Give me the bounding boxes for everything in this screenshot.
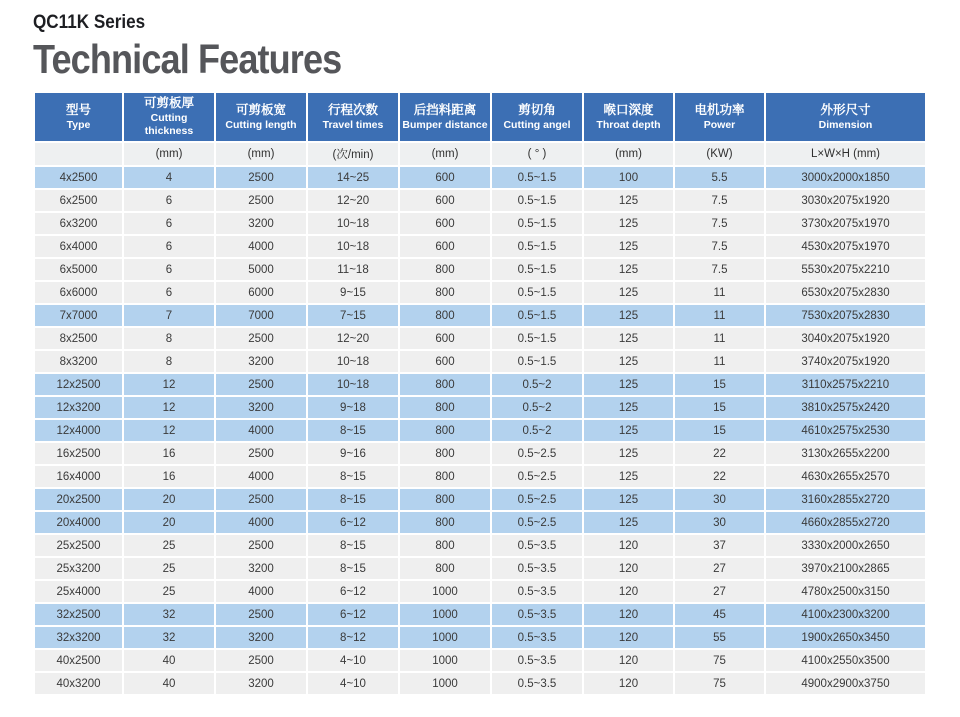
cell-cutting-thickness: 32: [124, 627, 214, 648]
cell-type: 16x2500: [35, 443, 122, 464]
table-row: [35, 558, 925, 579]
cell-dimension: 3740x2075x1920: [766, 351, 925, 372]
cell-type: 20x2500: [35, 489, 122, 510]
cell-cutting-angel: 0.5~1.5: [492, 328, 582, 349]
cell-cutting-angel: 0.5~3.5: [492, 627, 582, 648]
cell-travel-times: 8~12: [308, 627, 398, 648]
column-header-throat-depth: [584, 93, 673, 141]
cell-type: 6x6000: [35, 282, 122, 303]
cell-dimension: 4100x2550x3500: [766, 650, 925, 671]
table-row: [35, 466, 925, 487]
table-row: [35, 351, 925, 372]
cell-cutting-length: 3200: [216, 351, 306, 372]
cell-dimension: 1900x2650x3450: [766, 627, 925, 648]
cell-type: 12x2500: [35, 374, 122, 395]
units-row: [35, 143, 925, 165]
cell-power: 22: [675, 466, 764, 487]
cell-cutting-angel: 0.5~2: [492, 374, 582, 395]
cell-cutting-length: 2500: [216, 374, 306, 395]
cell-type: 8x2500: [35, 328, 122, 349]
cell-dimension: 3040x2075x1920: [766, 328, 925, 349]
column-label-zh: 行程次数: [327, 102, 378, 117]
table-row: [35, 420, 925, 441]
cell-cutting-thickness: 12: [124, 374, 214, 395]
cell-cutting-length: 2500: [216, 489, 306, 510]
unit-cell-travel-times: (次/min): [308, 143, 398, 165]
cell-cutting-thickness: 25: [124, 581, 214, 602]
cell-cutting-angel: 0.5~3.5: [492, 604, 582, 625]
cell-travel-times: 11~18: [308, 259, 398, 280]
cell-bumper-distance: 600: [400, 351, 490, 372]
cell-travel-times: 6~12: [308, 581, 398, 602]
cell-type: 32x3200: [35, 627, 122, 648]
cell-dimension: 3160x2855x2720: [766, 489, 925, 510]
column-label-zh: 剪切角: [518, 102, 556, 117]
table-head: [35, 93, 925, 165]
cell-dimension: 3030x2075x1920: [766, 190, 925, 211]
cell-power: 11: [675, 282, 764, 303]
cell-cutting-thickness: 20: [124, 512, 214, 533]
cell-dimension: 4660x2855x2720: [766, 512, 925, 533]
cell-cutting-angel: 0.5~1.5: [492, 282, 582, 303]
column-header-cutting-thickness: [124, 93, 214, 141]
cell-dimension: 5530x2075x2210: [766, 259, 925, 280]
cell-type: 4x2500: [35, 167, 122, 188]
cell-travel-times: 8~15: [308, 466, 398, 487]
cell-type: 7x7000: [35, 305, 122, 326]
cell-power: 7.5: [675, 213, 764, 234]
cell-throat-depth: 120: [584, 581, 673, 602]
cell-travel-times: 4~10: [308, 650, 398, 671]
cell-cutting-thickness: 25: [124, 535, 214, 556]
cell-bumper-distance: 800: [400, 397, 490, 418]
cell-throat-depth: 125: [584, 190, 673, 211]
cell-cutting-thickness: 6: [124, 213, 214, 234]
cell-power: 7.5: [675, 259, 764, 280]
table-row: [35, 581, 925, 602]
cell-cutting-length: 3200: [216, 627, 306, 648]
cell-type: 25x3200: [35, 558, 122, 579]
table-row: [35, 443, 925, 464]
column-header-cutting-angel: [492, 93, 582, 141]
cell-bumper-distance: 800: [400, 535, 490, 556]
cell-bumper-distance: 1000: [400, 604, 490, 625]
cell-cutting-thickness: 6: [124, 282, 214, 303]
unit-cell-cutting-angel: ( ° ): [492, 143, 582, 165]
cell-cutting-thickness: 32: [124, 604, 214, 625]
cell-dimension: 3330x2000x2650: [766, 535, 925, 556]
cell-cutting-thickness: 8: [124, 351, 214, 372]
cell-throat-depth: 125: [584, 489, 673, 510]
cell-cutting-angel: 0.5~1.5: [492, 259, 582, 280]
column-header-bumper-distance: [400, 93, 490, 141]
cell-cutting-angel: 0.5~2.5: [492, 466, 582, 487]
header-row: [35, 93, 925, 141]
table-row: [35, 167, 925, 188]
cell-travel-times: 8~15: [308, 489, 398, 510]
cell-throat-depth: 120: [584, 650, 673, 671]
table-row: [35, 397, 925, 418]
cell-throat-depth: 100: [584, 167, 673, 188]
cell-cutting-thickness: 7: [124, 305, 214, 326]
cell-bumper-distance: 800: [400, 259, 490, 280]
table-row: [35, 489, 925, 510]
cell-throat-depth: 125: [584, 259, 673, 280]
cell-cutting-length: 2500: [216, 167, 306, 188]
cell-throat-depth: 125: [584, 213, 673, 234]
cell-type: 32x2500: [35, 604, 122, 625]
cell-bumper-distance: 800: [400, 489, 490, 510]
cell-bumper-distance: 600: [400, 167, 490, 188]
cell-cutting-angel: 0.5~1.5: [492, 167, 582, 188]
cell-cutting-angel: 0.5~2.5: [492, 443, 582, 464]
column-label-zh: 喉口深度: [603, 102, 654, 117]
cell-cutting-angel: 0.5~3.5: [492, 558, 582, 579]
column-label-en: Cutting thickness: [144, 112, 194, 137]
cell-power: 27: [675, 558, 764, 579]
cell-throat-depth: 120: [584, 558, 673, 579]
cell-dimension: 3110x2575x2210: [766, 374, 925, 395]
cell-throat-depth: 125: [584, 328, 673, 349]
cell-cutting-thickness: 16: [124, 443, 214, 464]
cell-power: 15: [675, 420, 764, 441]
unit-cell-throat-depth: (mm): [584, 143, 673, 165]
column-header-cutting-length: [216, 93, 306, 141]
cell-bumper-distance: 800: [400, 512, 490, 533]
unit-cell-dimension: L×W×H (mm): [766, 143, 925, 165]
cell-type: 6x5000: [35, 259, 122, 280]
cell-cutting-angel: 0.5~1.5: [492, 236, 582, 257]
cell-type: 16x4000: [35, 466, 122, 487]
cell-cutting-length: 2500: [216, 328, 306, 349]
cell-cutting-length: 4000: [216, 512, 306, 533]
cell-power: 7.5: [675, 236, 764, 257]
cell-travel-times: 12~20: [308, 328, 398, 349]
title-block: [0, 0, 960, 82]
cell-type: 6x3200: [35, 213, 122, 234]
cell-throat-depth: 125: [584, 305, 673, 326]
table-row: [35, 190, 925, 211]
series-title: QC11K Series: [33, 12, 146, 33]
cell-cutting-length: 3200: [216, 558, 306, 579]
cell-cutting-angel: 0.5~1.5: [492, 351, 582, 372]
cell-travel-times: 12~20: [308, 190, 398, 211]
cell-cutting-thickness: 25: [124, 558, 214, 579]
cell-throat-depth: 120: [584, 535, 673, 556]
column-label-zh: 可剪板厚: [143, 96, 194, 110]
cell-power: 37: [675, 535, 764, 556]
cell-travel-times: 7~15: [308, 305, 398, 326]
cell-bumper-distance: 600: [400, 236, 490, 257]
cell-throat-depth: 120: [584, 604, 673, 625]
cell-cutting-angel: 0.5~3.5: [492, 581, 582, 602]
cell-cutting-angel: 0.5~1.5: [492, 213, 582, 234]
cell-cutting-thickness: 4: [124, 167, 214, 188]
table-row: [35, 236, 925, 257]
cell-throat-depth: 125: [584, 397, 673, 418]
table-row: [35, 374, 925, 395]
cell-travel-times: 8~15: [308, 535, 398, 556]
cell-power: 11: [675, 305, 764, 326]
cell-travel-times: 8~15: [308, 420, 398, 441]
cell-cutting-length: 4000: [216, 581, 306, 602]
column-label-en: Type: [66, 118, 91, 131]
cell-travel-times: 10~18: [308, 236, 398, 257]
cell-cutting-thickness: 12: [124, 420, 214, 441]
cell-cutting-length: 2500: [216, 443, 306, 464]
cell-dimension: 7530x2075x2830: [766, 305, 925, 326]
cell-type: 20x4000: [35, 512, 122, 533]
column-label-en: Travel times: [322, 118, 384, 131]
spec-table: [33, 91, 927, 696]
column-label-zh: 外形尺寸: [820, 102, 871, 117]
table-row: [35, 535, 925, 556]
column-label-en: Dimension: [818, 118, 873, 131]
cell-dimension: 3730x2075x1970: [766, 213, 925, 234]
cell-cutting-length: 4000: [216, 236, 306, 257]
cell-bumper-distance: 1000: [400, 650, 490, 671]
cell-cutting-thickness: 6: [124, 236, 214, 257]
cell-dimension: 4530x2075x1970: [766, 236, 925, 257]
cell-dimension: 3970x2100x2865: [766, 558, 925, 579]
cell-bumper-distance: 800: [400, 282, 490, 303]
table-row: [35, 604, 925, 625]
cell-cutting-length: 7000: [216, 305, 306, 326]
cell-type: 25x4000: [35, 581, 122, 602]
unit-cell-bumper-distance: (mm): [400, 143, 490, 165]
cell-type: 6x2500: [35, 190, 122, 211]
cell-throat-depth: 125: [584, 512, 673, 533]
cell-power: 22: [675, 443, 764, 464]
cell-dimension: 4100x2300x3200: [766, 604, 925, 625]
cell-power: 11: [675, 328, 764, 349]
column-header-type: [35, 93, 122, 141]
cell-bumper-distance: 800: [400, 466, 490, 487]
cell-power: 15: [675, 397, 764, 418]
cell-throat-depth: 125: [584, 236, 673, 257]
cell-cutting-length: 2500: [216, 535, 306, 556]
column-label-en: Bumper distance: [402, 118, 488, 131]
column-header-dimension: [766, 93, 925, 141]
column-label-en: Throat depth: [596, 118, 661, 131]
cell-power: 7.5: [675, 190, 764, 211]
cell-throat-depth: 125: [584, 282, 673, 303]
cell-cutting-thickness: 6: [124, 190, 214, 211]
unit-cell-power: (KW): [675, 143, 764, 165]
cell-cutting-length: 3200: [216, 213, 306, 234]
cell-cutting-angel: 0.5~3.5: [492, 535, 582, 556]
column-header-travel-times: [308, 93, 398, 141]
cell-dimension: 4900x2900x3750: [766, 673, 925, 694]
table-row: [35, 328, 925, 349]
table-row: [35, 673, 925, 694]
cell-dimension: 4780x2500x3150: [766, 581, 925, 602]
column-label-zh: 型号: [65, 102, 91, 117]
table-row: [35, 650, 925, 671]
cell-power: 11: [675, 351, 764, 372]
column-label-zh: 后挡料距离: [413, 102, 477, 117]
table-row: [35, 627, 925, 648]
cell-throat-depth: 125: [584, 351, 673, 372]
cell-bumper-distance: 1000: [400, 673, 490, 694]
cell-cutting-thickness: 12: [124, 397, 214, 418]
cell-dimension: 3000x2000x1850: [766, 167, 925, 188]
table-row: [35, 305, 925, 326]
cell-dimension: 4610x2575x2530: [766, 420, 925, 441]
cell-bumper-distance: 1000: [400, 581, 490, 602]
cell-cutting-thickness: 40: [124, 650, 214, 671]
cell-throat-depth: 125: [584, 420, 673, 441]
cell-type: 8x3200: [35, 351, 122, 372]
cell-travel-times: 6~12: [308, 512, 398, 533]
cell-cutting-length: 2500: [216, 190, 306, 211]
cell-cutting-angel: 0.5~2: [492, 420, 582, 441]
cell-bumper-distance: 800: [400, 374, 490, 395]
cell-cutting-angel: 0.5~1.5: [492, 190, 582, 211]
cell-power: 55: [675, 627, 764, 648]
table-row: [35, 512, 925, 533]
table-row: [35, 213, 925, 234]
cell-power: 75: [675, 673, 764, 694]
cell-cutting-thickness: 6: [124, 259, 214, 280]
cell-power: 30: [675, 512, 764, 533]
unit-cell-cutting-length: (mm): [216, 143, 306, 165]
cell-travel-times: 8~15: [308, 558, 398, 579]
cell-power: 5.5: [675, 167, 764, 188]
cell-type: 40x3200: [35, 673, 122, 694]
column-label-zh: 电机功率: [694, 102, 745, 117]
cell-cutting-length: 2500: [216, 604, 306, 625]
table-body: [35, 167, 925, 694]
cell-bumper-distance: 800: [400, 420, 490, 441]
cell-travel-times: 10~18: [308, 351, 398, 372]
page-title: Technical Features: [33, 36, 342, 82]
unit-cell-cutting-thickness: (mm): [124, 143, 214, 165]
column-label-en: Cutting length: [225, 118, 297, 131]
cell-cutting-length: 6000: [216, 282, 306, 303]
cell-power: 45: [675, 604, 764, 625]
cell-bumper-distance: 1000: [400, 627, 490, 648]
cell-type: 6x4000: [35, 236, 122, 257]
cell-dimension: 3810x2575x2420: [766, 397, 925, 418]
cell-power: 15: [675, 374, 764, 395]
cell-bumper-distance: 800: [400, 558, 490, 579]
cell-throat-depth: 125: [584, 466, 673, 487]
cell-bumper-distance: 600: [400, 190, 490, 211]
cell-cutting-angel: 0.5~3.5: [492, 673, 582, 694]
cell-cutting-angel: 0.5~2.5: [492, 489, 582, 510]
cell-cutting-length: 4000: [216, 420, 306, 441]
cell-cutting-thickness: 8: [124, 328, 214, 349]
column-label-zh: 可剪板宽: [235, 102, 286, 117]
cell-cutting-thickness: 16: [124, 466, 214, 487]
cell-cutting-angel: 0.5~2.5: [492, 512, 582, 533]
cell-cutting-thickness: 20: [124, 489, 214, 510]
cell-bumper-distance: 600: [400, 328, 490, 349]
cell-cutting-length: 4000: [216, 466, 306, 487]
cell-dimension: 4630x2655x2570: [766, 466, 925, 487]
cell-cutting-length: 3200: [216, 397, 306, 418]
cell-bumper-distance: 800: [400, 305, 490, 326]
cell-throat-depth: 125: [584, 374, 673, 395]
cell-throat-depth: 125: [584, 443, 673, 464]
cell-bumper-distance: 800: [400, 443, 490, 464]
cell-travel-times: 14~25: [308, 167, 398, 188]
cell-power: 75: [675, 650, 764, 671]
cell-bumper-distance: 600: [400, 213, 490, 234]
cell-cutting-angel: 0.5~1.5: [492, 305, 582, 326]
column-header-power: [675, 93, 764, 141]
cell-type: 25x2500: [35, 535, 122, 556]
unit-cell-type: [35, 143, 122, 165]
cell-travel-times: 9~15: [308, 282, 398, 303]
cell-cutting-angel: 0.5~2: [492, 397, 582, 418]
cell-cutting-thickness: 40: [124, 673, 214, 694]
cell-dimension: 3130x2655x2200: [766, 443, 925, 464]
cell-type: 40x2500: [35, 650, 122, 671]
column-label-en: Cutting angel: [503, 118, 571, 131]
cell-power: 27: [675, 581, 764, 602]
cell-power: 30: [675, 489, 764, 510]
cell-cutting-angel: 0.5~3.5: [492, 650, 582, 671]
cell-travel-times: 9~16: [308, 443, 398, 464]
cell-type: 12x4000: [35, 420, 122, 441]
cell-type: 12x3200: [35, 397, 122, 418]
table-row: [35, 259, 925, 280]
cell-cutting-length: 2500: [216, 650, 306, 671]
cell-travel-times: 10~18: [308, 213, 398, 234]
table-row: [35, 282, 925, 303]
column-label-en: Power: [703, 118, 736, 131]
cell-throat-depth: 120: [584, 673, 673, 694]
cell-travel-times: 4~10: [308, 673, 398, 694]
cell-cutting-length: 3200: [216, 673, 306, 694]
cell-throat-depth: 120: [584, 627, 673, 648]
cell-cutting-length: 5000: [216, 259, 306, 280]
cell-travel-times: 9~18: [308, 397, 398, 418]
cell-travel-times: 10~18: [308, 374, 398, 395]
cell-travel-times: 6~12: [308, 604, 398, 625]
cell-dimension: 6530x2075x2830: [766, 282, 925, 303]
